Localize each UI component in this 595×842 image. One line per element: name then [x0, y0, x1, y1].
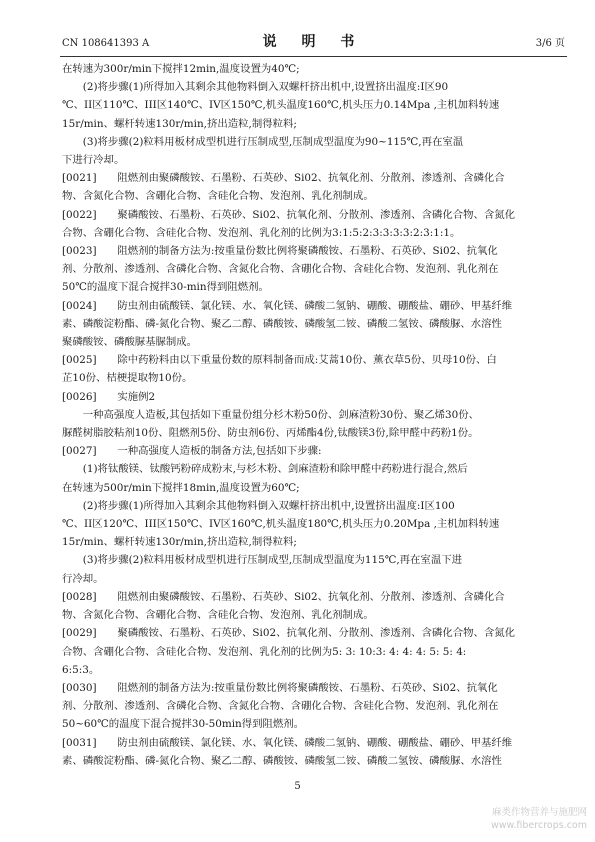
text-line: 50~60℃的温度下混合搅拌30-50min得到阻燃剂。 [62, 718, 305, 731]
text-line: ℃、II区120℃、III区150℃、IV区160℃,机头温度180℃,机头压力0.20Mpa ,主机加料转速 [62, 518, 500, 531]
text-line: [0024] 防虫剂由硫酸镁、氯化镁、水、氧化镁、磷酸二氢钠、硼酸、硼酸盐、硼砂、甲基纤维 [62, 299, 513, 312]
page-header [62, 36, 565, 52]
text-line: 在转速为300r/min下搅拌12min,温度设置为40℃; [62, 63, 300, 75]
text-line: [0031] 防虫剂由硫酸镁、氯化镁、水、氧化镁、磷酸二氢钠、硼酸、硼酸盐、硼砂、甲基纤维 [62, 736, 513, 749]
text-line: [0027] 一种高强度人造板的制备方法,包括如下步骤: [62, 445, 322, 458]
text-line: (1)将钛酸镁、钛酸钙粉碎成粉末,与杉木粉、剑麻渣粉和除甲醛中药粉进行混合,然后 [62, 463, 468, 476]
text-line: 聚磷酸铵、磷酸脲基脲制成。 [62, 336, 198, 349]
text-line: 素、磷酸淀粉酯、磷-氮化合物、聚乙二醇、磷酸铵、磷酸氢二铵、磷酸二氢铵、磷酸脲、水溶性 [62, 317, 502, 330]
text-line: 6:5:3。 [62, 663, 100, 676]
text-line: 素、磷酸淀粉酯、磷-氮化合物、聚乙二醇、磷酸铵、磷酸氢二铵、磷酸二氢铵、磷酸脲、水溶性 [62, 754, 502, 767]
text-line: [0026] 实施例2 [62, 390, 156, 403]
text-line: [0025] 除中药粉料由以下重量份数的原料制备而成:艾蒿10份、薰衣草5份、贝母10份、白 [62, 354, 497, 367]
text-line: [0030] 阻燃剂的制备方法为:按重量份数比例将聚磷酸铵、石墨粉、石英砂、Si02、抗氧化 [62, 681, 498, 694]
text-line: 15r/min、螺杆转速130r/min,挤出造粒,制得粒料; [62, 536, 297, 549]
text-line: 15r/min、螺杆转速130r/min,挤出造粒,制得粒料; [62, 117, 297, 130]
text-line: 剂、分散剂、渗透剂、含磷化合物、含氮化合物、含硼化合物、含硅化合物、发泡剂、乳化剂在 [62, 263, 499, 276]
text-line: ℃、II区110℃、III区140℃、IV区150℃,机头温度160℃,机头压力0.14Mpa ,主机加料转速 [62, 99, 500, 112]
page-of-total: 3/6 页 [535, 38, 565, 49]
text-line: 50℃的温度下混合搅拌30-min得到阻燃剂。 [62, 281, 269, 294]
text-line: [0021] 阻燃剂由聚磷酸铵、石墨粉、石英砂、Si02、抗氧化剂、分散剂、渗透剂、含磷化合 [62, 172, 505, 185]
page-number: 5 [294, 781, 301, 792]
text-line: (2)将步骤(1)所得加入其剩余其他物料倒入双螺杆挤出机中,设置挤出温度:I区100 [62, 499, 455, 512]
watermark-url: www.fibercrops.com [490, 820, 587, 831]
text-line: [0022] 聚磷酸铵、石墨粉、石英砂、Si02、抗氧化剂、分散剂、渗透剂、含磷化合物、含氮化 [62, 208, 516, 221]
body-text [62, 60, 565, 770]
text-line: 物、含氮化合物、含硼化合物、含硅化合物、发泡剂、乳化剂制成。 [62, 190, 374, 203]
text-line: 剂、分散剂、渗透剂、含磷化合物、含氮化合物、含硼化合物、含硅化合物、发泡剂、乳化剂在 [62, 700, 499, 713]
text-line: 一种高强度人造板,其包括如下重量份组分杉木粉50份、剑麻渣粉30份、聚乙烯30份、 [62, 408, 480, 421]
header-rule [60, 56, 567, 57]
text-line: (3)将步骤(2)粒料用板材成型机进行压制成型,压制成型温度为115℃,再在室温下进 [62, 554, 462, 567]
text-line: [0028] 阻燃剂由聚磷酸铵、石墨粉、石英砂、Si02、抗氧化剂、分散剂、渗透剂、含磷化合 [62, 590, 505, 603]
text-line: [0029] 聚磷酸铵、石墨粉、石英砂、Si02、抗氧化剂、分散剂、渗透剂、含磷化合物、含氮化 [62, 627, 516, 640]
text-line: 脲醛树脂胶粘剂10份、阻燃剂5份、防虫剂6份、丙烯酯4份,钛酸镁3份,除甲醛中药粉1份。 [62, 427, 479, 440]
text-line: 芷10份、桔梗提取物10份。 [62, 372, 193, 385]
text-line: 合物、含硼化合物、含硅化合物、发泡剂、乳化剂的比例为5: 3: 10:3: 4: 4: 4: 5: 5: 4: [62, 645, 467, 658]
text-line: 合物、含硼化合物、含硅化合物、发泡剂、乳化剂的比例为3:1:5:2:3:3:3:3:2:3:1:1。 [62, 226, 461, 239]
text-line: 下进行冷却。 [62, 154, 125, 167]
site-watermark [491, 806, 587, 832]
text-line: 在转速为500r/min下搅拌18min,温度设置为60℃; [62, 481, 300, 494]
patent-number: CN 108641393 A [62, 38, 150, 49]
text-line: (2)将步骤(1)所得加入其剩余其他物料倒入双螺杆挤出机中,设置挤出温度:I区90 [62, 81, 449, 94]
document-title: 说 明 书 [262, 34, 365, 50]
watermark-name: 麻类作物营养与施肥网 [491, 807, 587, 818]
text-line: 行冷却。 [62, 572, 104, 585]
text-line: (3)将步骤(2)粒料用板材成型机进行压制成型,压制成型温度为90~115℃,再在室温 [62, 135, 464, 148]
text-line: [0023] 阻燃剂的制备方法为:按重量份数比例将聚磷酸铵、石墨粉、石英砂、Si02、抗氧化 [62, 245, 498, 258]
text-line: 物、含氮化合物、含硼化合物、含硅化合物、发泡剂、乳化剂制成。 [62, 609, 374, 622]
